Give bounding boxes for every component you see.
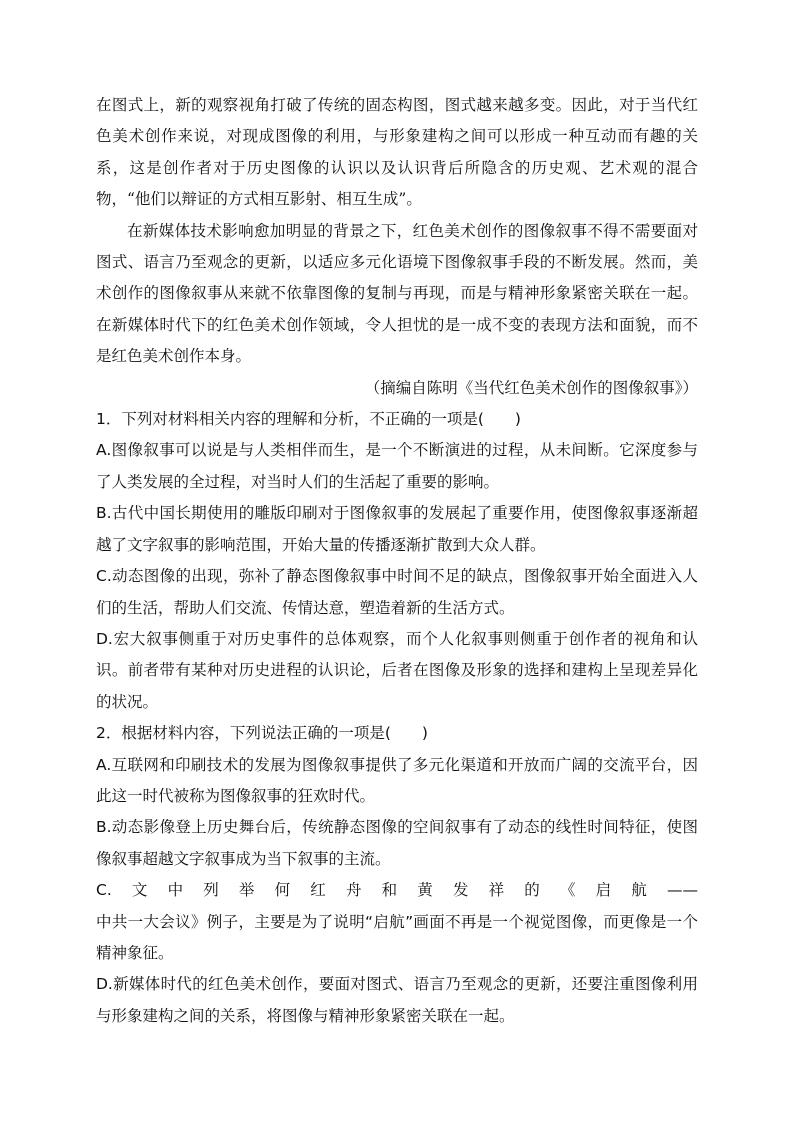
passage-paragraph-1: 在图式上，新的观察视角打破了传统的固态构图，图式越来越多变。因此，对于当代红色美术创作来说，对现成图像的利用，与形象建构之间可以形成一种互动而有趣的关系，这是创作者对于历史图像的认识以及认识背后所隐含的历史观、艺术观的混合物，“他们以辩证的方式相互影射、相互生成”。 (96, 96, 698, 209)
question-2-stem: 2．根据材料内容，下列说法正确的一项是( ) (96, 724, 428, 743)
question-2-option-d: D.新媒体时代的红色美术创作，要面对图式、语言乃至观念的更新，还要注重图像利用与形象建构之间的关系，将图像与精神形象紧密关联在一起。 (96, 975, 698, 1025)
question-2-option-c-rest: 中共一大会议》例子，主要是为了说明“启航”画面不再是一个视觉图像，而更像是一个精神象征。 (96, 912, 698, 962)
passage-source: （摘编自陈明《当代红色美术创作的图像叙事》） (364, 378, 698, 397)
question-1-option-b: B.古代中国长期使用的雕版印刷对于图像叙事的发展起了重要作用，使图像叙事逐渐超越了文字叙事的影响范围，开始大量的传播逐渐扩散到大众人群。 (96, 504, 698, 554)
question-2-option-b: B.动态影像登上历史舞台后，传统静态图像的空间叙事有了动态的线性时间特征，使图像叙事超越文字叙事成为当下叙事的主流。 (96, 818, 698, 868)
question-1-option-d: D.宏大叙事侧重于对历史事件的总体观察，而个人化叙事则侧重于创作者的视角和认识。前者带有某种对历史进程的认识论，后者在图像及形象的选择和建构上呈现差异化的状况。 (96, 629, 698, 711)
question-1-stem: 1．下列对材料相关内容的理解和分析，不正确的一项是( ) (96, 410, 521, 429)
question-2-option-c-line1: C. 文 中 列 举 何 红 舟 和 黄 发 祥 的 《 启 航 —— (96, 881, 698, 900)
document-page (96, 90, 698, 1032)
question-2-option-a: A.互联网和印刷技术的发展为图像叙事提供了多元化渠道和开放而广阔的交流平台，因此这一时代被称为图像叙事的狂欢时代。 (96, 755, 698, 805)
question-1-option-a: A.图像叙事可以说是与人类相伴而生，是一个不断演进的过程，从未间断。它深度参与了人类发展的全过程，对当时人们的生活起了重要的影响。 (96, 441, 698, 491)
question-1-option-c: C.动态图像的出现，弥补了静态图像叙事中时间不足的缺点，图像叙事开始全面进入人们的生活，帮助人们交流、传情达意，塑造着新的生活方式。 (96, 567, 698, 617)
passage-paragraph-2: 在新媒体技术影响愈加明显的背景之下，红色美术创作的图像叙事不得不需要面对图式、语言乃至观念的更新，以适应多元化语境下图像叙事手段的不断发展。然而，美术创作的图像叙事从来就不依靠图像的复制与再现，而是与精神形象紧密关联在一起。在新媒体时代下的红色美术创作领域，令人担忧的是一成不变的表现方法和面貌，而不是红色美术创作本身。 (96, 221, 698, 366)
